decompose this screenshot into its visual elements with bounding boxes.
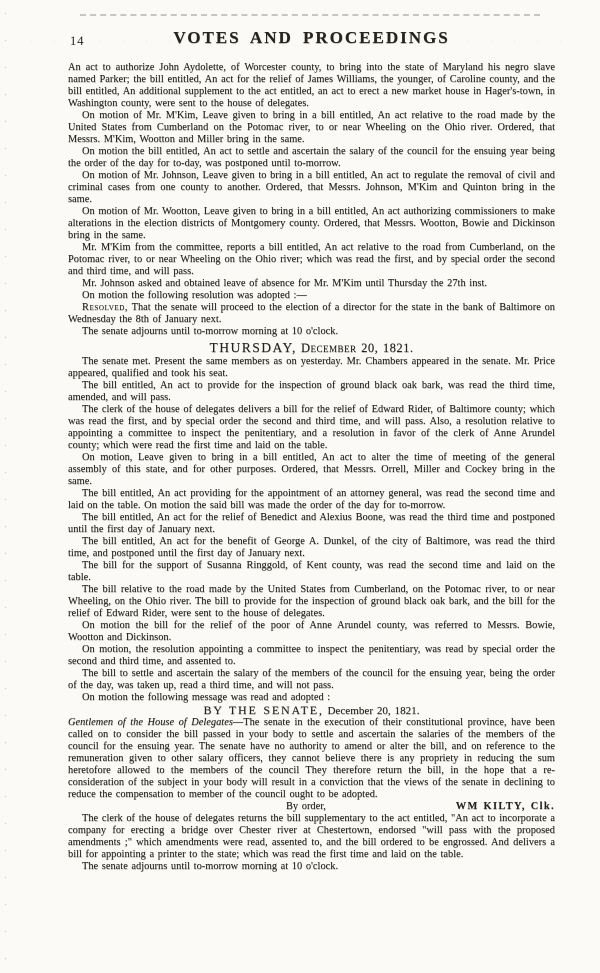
- paragraph: The bill to settle and ascertain the salary of the members of the council for the ensuing year, being the order of the day, was taken up, read a third time, and will not pass.: [68, 668, 555, 691]
- resolution-paragraph: [68, 302, 555, 326]
- message-body-paragraph: [68, 717, 555, 801]
- message-body-text: —The senate in the execution of their constitutional province, have been called on to consider the bill passed in your body to settle and ascertain the salaries of the members of the council for the ensuing year. The senate have no authority to amend or alter the bill, and on reference to the remuneration given to other salary officers, they cannot believe there is any propriety in reducing the sum heretofore allowed to the members of the council They therefore return the bill, in the hope that a re-consideration of the subject in your body will result in a conviction that the views of the senate in declining to reduce the compensation to member of the council ought to be adopted.: [68, 717, 555, 800]
- page-number: 14: [70, 34, 85, 48]
- paragraph: On motion of Mr. M'Kim, Leave given to bring in a bill entitled, An act relative to the road made by the United States from Cumberland on the Potomac river, to or near Wheeling on the Ohio river. Ordered, that Messrs. M'Kim, Wootton and Miller bring in the same.: [68, 110, 555, 145]
- paragraph: The clerk of the house of delegates delivers a bill for the relief of Edward Rider, of Baltimore county; which was read the first, and by special order the second and third time, and will pass. Also, a resolution relative to appointing a committee to inspect the penitentiary, and a resolution in favor of the clerk of Anne Arundel county; which were read the first time and laid on the table.: [68, 404, 555, 451]
- resolved-label: Resolved,: [82, 302, 129, 313]
- clerk-signature: WM KILTY, Clk.: [455, 801, 555, 812]
- scan-artifact-left-edge: [0, 0, 16, 973]
- paragraph: The bill entitled, An act for the relief of Benedict and Alexius Boone, was read the third time and postponed until the first day of January next.: [68, 512, 555, 535]
- message-salutation: Gentlemen of the House of Delegates: [68, 717, 233, 728]
- message-heading: [68, 704, 555, 717]
- running-header-title: VOTES AND PROCEEDINGS: [173, 28, 450, 47]
- paragraph: On motion, the resolution appointing a committee to inspect the penitentiary, was read by special order the second and third time, and assented to.: [68, 644, 555, 667]
- adjournment-line: The senate adjourns until to-morrow morning at 10 o'clock.: [82, 326, 339, 337]
- paragraph: The bill entitled, An act to provide for the inspection of ground black oak bark, was read the third time, amended, and will pass.: [68, 380, 555, 403]
- adjournment-line: The senate adjourns until to-morrow morning at 10 o'clock.: [82, 861, 339, 872]
- paragraph: An act to authorize John Aydolette, of Worcester county, to bring into the state of Maryland his negro slave named Parker; the bill entitled, An act for the relief of James Williams, the younger, of Caroline county, and the bill entitled, An additional supplement to the act entitled, an act to erect a new market house in Hager's-town, in Washington county, were sent to the house of delegates.: [68, 62, 555, 109]
- paragraph: Mr. Johnson asked and obtained leave of absence for Mr. M'Kim until Thursday the 27th inst.: [82, 278, 487, 289]
- page-header: [68, 28, 555, 48]
- message-heading-date: December 20, 1821.: [323, 705, 420, 717]
- paragraph: On motion the following resolution was adopted :—: [82, 290, 307, 301]
- senate-message: [68, 704, 555, 813]
- session-previous-day: [68, 62, 555, 338]
- paragraph: On motion of Mr. Johnson, Leave given to bring in a bill entitled, An act to regulate the removal of civil and criminal cases from one county to another. Ordered, that Messrs. Johnson, M'Kim and Quinton bring in the same.: [68, 170, 555, 205]
- paragraph: On motion the bill for the relief of the poor of Anne Arundel county, was referred to Messrs. Bowie, Wootton and Dickinson.: [68, 620, 555, 643]
- paragraph: The senate met. Present the same members as on yesterday. Mr. Chambers appeared in the senate. Mr. Price appeared, qualified and took his seat.: [68, 356, 555, 379]
- paragraph: On motion, Leave given to bring in a bill entitled, An act to alter the time of meeting of the general assembly of this state, and for other purposes. Ordered, that Messrs. Orrell, Miller and Cockey bring in the same.: [68, 452, 555, 487]
- paragraph: Mr. M'Kim from the committee, reports a bill entitled, An act relative to the road from Cumberland, on the Potomac river, to or near Wheeling on the Ohio river; which was read the first, and by special order the second and third time, and will pass.: [68, 242, 555, 277]
- scan-artifact-dashed-line: [80, 14, 540, 16]
- session-date-heading: [68, 342, 555, 354]
- heading-day: THURSDAY,: [209, 340, 297, 355]
- page-body: [68, 62, 555, 873]
- message-signature-row: [68, 801, 555, 813]
- paragraph: On motion of Mr. Wootton, Leave given to bring in a bill entitled, An act authorizing commissioners to make alterations in the election districts of Montgomery county. Ordered, that Messrs. Wootton, Bowie and Dickinson bring in the same.: [68, 206, 555, 241]
- paragraph: On motion the bill entitled, An act to settle and ascertain the salary of the council for the ensuing year being the order of the day for to-day, was postponed until to-morrow.: [68, 146, 555, 169]
- heading-date: December 20, 1821.: [300, 341, 414, 355]
- paragraph: The bill entitled, An act providing for the appointment of an attorney general, was read the second time and laid on the table. On motion the said bill was made the order of the day for to-morrow.: [68, 488, 555, 511]
- paragraph: The bill relative to the road made by the United States from Cumberland, on the Potomac river, to or near Wheeling, on the Ohio river. The bill to provide for the inspection of ground black oak bark, and the bill for the relief of Edward Rider, were sent to the house of delegates.: [68, 584, 555, 619]
- paragraph: The bill entitled, An act for the benefit of George A. Dunkel, of the city of Baltimore, was read the third time, and postponed until the first day of January next.: [68, 536, 555, 559]
- paragraph: The bill for the support of Susanna Ringgold, of Kent county, was read the second time and laid on the table.: [68, 560, 555, 583]
- paragraph: On motion the following message was read and adopted :: [82, 692, 331, 703]
- session-thursday-dec-20: [68, 342, 555, 873]
- resolved-text: That the senate will proceed to the election of a director for the state in the bank of Baltimore on Wednesday the 8th of January next.: [68, 302, 555, 325]
- message-heading-by: BY THE SENATE,: [203, 703, 324, 717]
- by-order-label: By order,: [286, 801, 326, 812]
- paragraph: The clerk of the house of delegates returns the bill supplementary to the act entitled, "An act to incorporate a company for erecting a bridge over Chester river at Chestertown, endorsed "will pass with the proposed amendments ;" which amendments were read, assented to, and the bill ordered to be engrossed. And delivers a bill for appointing a printer to the state; which was read the first time and laid on the table.: [68, 813, 555, 860]
